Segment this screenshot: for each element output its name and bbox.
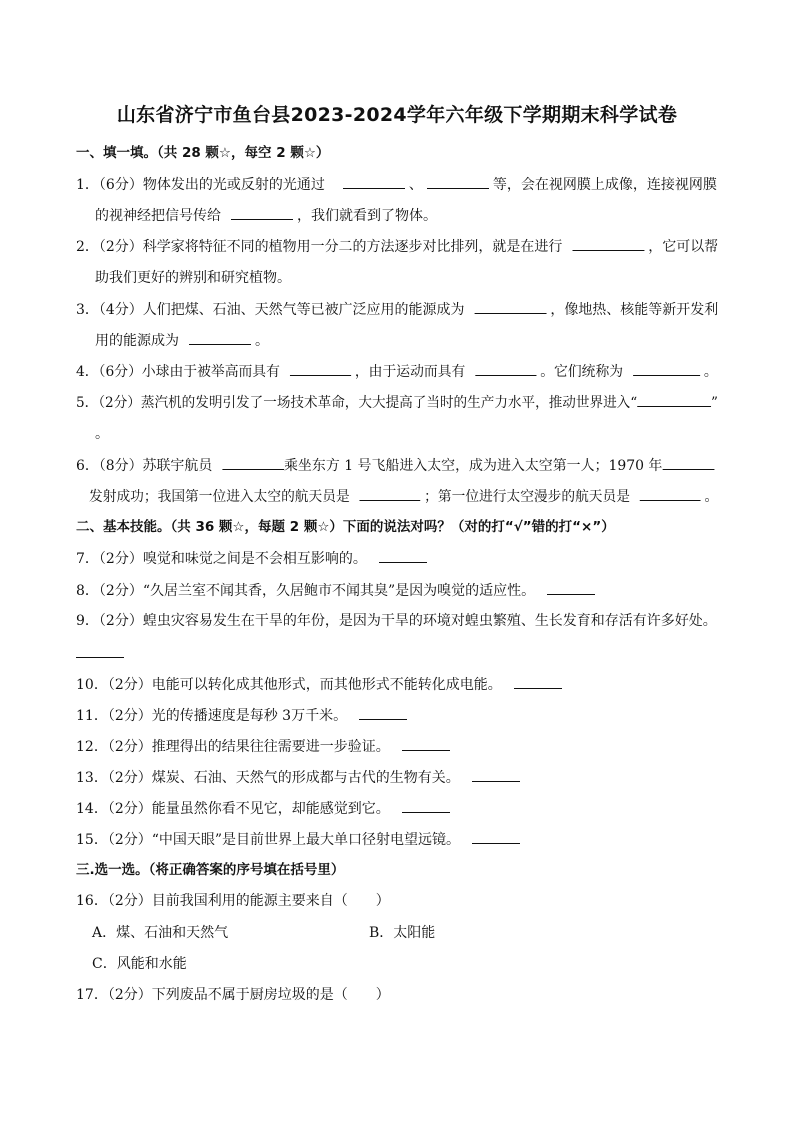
answer-blank[interactable] xyxy=(222,455,284,470)
question-text: 等，会在视网膜上成像，连接视网膜 xyxy=(492,177,717,193)
question-text: 13．（2分）煤炭、石油、天然气的形成都与古代的生物有关。 xyxy=(76,770,460,786)
question-text: 2．（2分）科学家将特征不同的植物用一分二的方法逐步对比排列，就是在进行 xyxy=(76,239,563,255)
answer-blank[interactable] xyxy=(343,174,405,189)
answer-blank[interactable] xyxy=(547,580,595,595)
question-text: 11．（2分）光的传播速度是每秒 3万千米。 xyxy=(76,708,348,724)
question-14 xyxy=(76,798,454,819)
question-3-line-1 xyxy=(76,299,718,320)
answer-blank[interactable] xyxy=(189,330,251,345)
question-2-line-1 xyxy=(76,236,718,257)
answer-blank[interactable] xyxy=(359,486,420,501)
question-4 xyxy=(76,361,718,382)
answer-blank[interactable] xyxy=(402,798,450,813)
answer-blank[interactable] xyxy=(427,174,489,189)
question-5-line-1 xyxy=(76,392,718,413)
answer-blank[interactable] xyxy=(572,236,644,251)
question-13 xyxy=(76,767,524,788)
question-9: 9．（2分）蝗虫灾容易发生在干旱的年份，是因为干旱的环境对蝗虫繁殖、生长发育和存活有许多好处。 xyxy=(76,613,717,629)
question-text: ，由于运动而具有 xyxy=(354,364,466,380)
question-text: 。 xyxy=(703,364,718,380)
question-text: 。它们统称为 xyxy=(540,364,624,380)
question-text: 6．（8分）苏联宇航员 xyxy=(76,458,213,474)
question-text: 4．（6分）小球由于被举高而具有 xyxy=(76,364,280,380)
question-text: 的视神经把信号传给 xyxy=(95,208,221,224)
question-text: ” xyxy=(711,395,718,411)
question-1-line-1 xyxy=(76,174,717,195)
answer-blank[interactable] xyxy=(514,674,562,689)
section-heading-1: 一、填一填。（共 28 颗☆，每空 2 颗☆） xyxy=(76,145,330,161)
question-11 xyxy=(76,705,411,726)
question-2-line-2: 助我们更好的辨别和研究植物。 xyxy=(95,270,291,286)
question-text: ，像地热、核能等新开发利 xyxy=(550,302,719,318)
option-b[interactable]: B．太阳能 xyxy=(369,925,436,941)
question-8 xyxy=(76,580,599,601)
answer-blank[interactable] xyxy=(231,205,293,220)
question-text: 14．（2分）能量虽然你看不见它，却能感觉到它。 xyxy=(76,801,390,817)
section-heading-2: 二、基本技能。（共 36 颗☆，每题 2 颗☆）下面的说法对吗？（对的打“√”错的打“×”） xyxy=(76,519,615,535)
question-text: 10．（2分）电能可以转化成其他形式，而其他形式不能转化成电能。 xyxy=(76,677,502,693)
answer-blank[interactable] xyxy=(640,486,701,501)
answer-blank[interactable] xyxy=(402,736,450,751)
question-12 xyxy=(76,736,454,757)
answer-blank[interactable] xyxy=(379,548,427,563)
option-c[interactable]: C．风能和水能 xyxy=(92,956,187,972)
separator: 、 xyxy=(408,177,423,193)
question-text: 15．（2分）“中国天眼”是目前世界上最大单口径射电望远镜。 xyxy=(76,832,461,848)
question-7 xyxy=(76,548,431,569)
question-16-stem: 16．（2分）目前我国利用的能源主要来自（ ） xyxy=(76,893,390,909)
answer-blank[interactable] xyxy=(475,361,536,376)
question-text: 3．（4分）人们把煤、石油、天然气等已被广泛应用的能源成为 xyxy=(76,302,465,318)
answer-blank[interactable] xyxy=(472,767,520,782)
answer-blank[interactable] xyxy=(290,361,351,376)
question-text: 7．（2分）嗅觉和味觉之间是不会相互影响的。 xyxy=(76,551,367,567)
question-5-line-2: 。 xyxy=(95,426,109,442)
answer-blank[interactable] xyxy=(637,392,711,407)
question-10 xyxy=(76,674,566,695)
question-text: 。 xyxy=(704,489,719,505)
question-3-line-2 xyxy=(95,330,269,351)
answer-blank[interactable] xyxy=(359,705,407,720)
option-a[interactable]: A．煤、石油和天然气 xyxy=(92,925,229,941)
question-text: 发射成功；我国第一位进入太空的航天员是 xyxy=(89,489,350,505)
question-text: 用的能源成为 xyxy=(95,333,179,349)
question-text: ；第一位进行太空漫步的航天员是 xyxy=(424,489,630,505)
question-text: 1．（6分）物体发出的光或反射的光通过 xyxy=(76,177,325,193)
question-text: ，它可以帮 xyxy=(648,239,719,255)
section-heading-3: 三.选一选。（将正确答案的序号填在括号里） xyxy=(76,862,345,878)
question-1-line-2 xyxy=(95,205,437,226)
question-17-stem: 17．（2分）下列废品不属于厨房垃圾的是（ ） xyxy=(76,987,390,1003)
answer-blank[interactable] xyxy=(633,361,700,376)
question-6-line-2 xyxy=(89,486,718,507)
question-6-line-1 xyxy=(76,455,718,476)
question-text: 乘坐东方 1 号飞船进入太空，成为进入太空第一人；1970 年 xyxy=(283,458,663,474)
question-text: 。 xyxy=(255,333,269,349)
question-text: 5．（2分）蒸汽机的发明引发了一场技术革命，大大提高了当时的生产力水平，推动世界进入“ xyxy=(76,395,638,411)
answer-blank[interactable] xyxy=(472,829,520,844)
answer-blank[interactable] xyxy=(474,299,546,314)
answer-blank[interactable] xyxy=(662,455,714,470)
page-title: 山东省济宁市鱼台县2023-2024学年六年级下学期期末科学试卷 xyxy=(116,104,678,126)
question-text: ，我们就看到了物体。 xyxy=(297,208,437,224)
question-text: 12．（2分）推理得出的结果往往需要进一步验证。 xyxy=(76,739,390,755)
question-15 xyxy=(76,829,524,850)
question-text: 8．（2分）“久居兰室不闻其香，久居鲍市不闻其臭”是因为嗅觉的适应性。 xyxy=(76,583,536,599)
answer-blank[interactable] xyxy=(76,656,124,658)
